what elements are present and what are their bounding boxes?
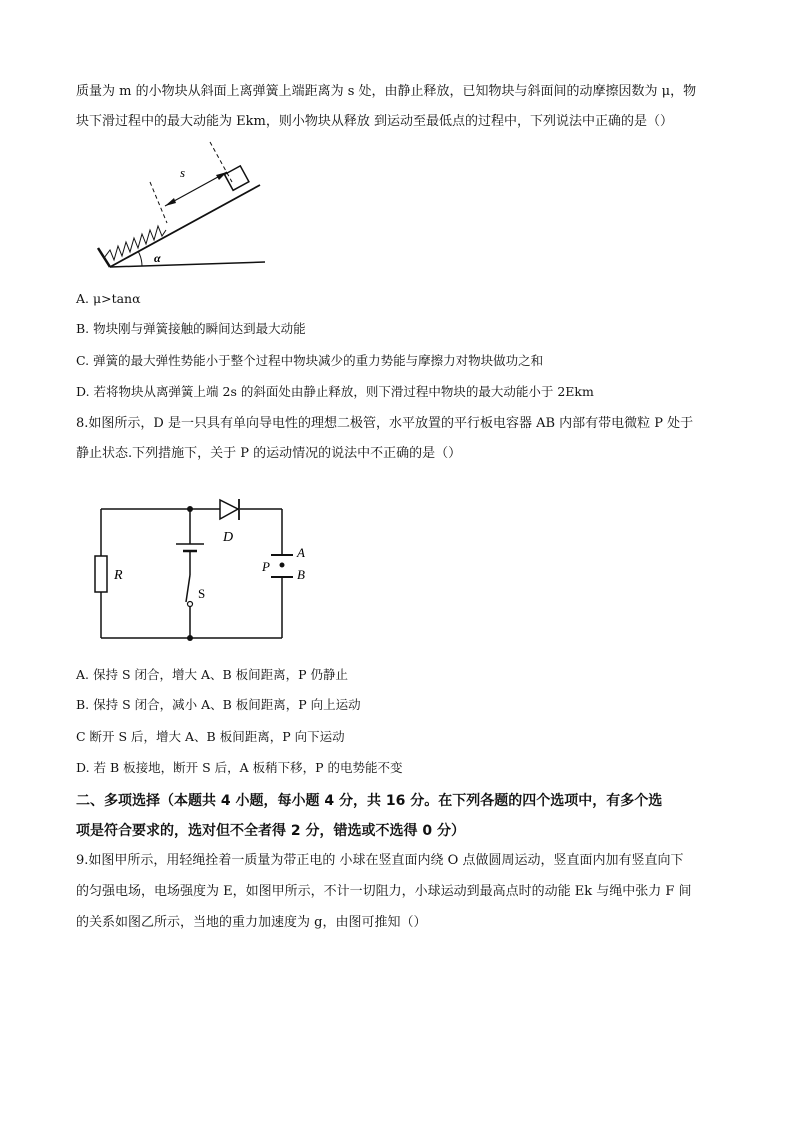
resistor xyxy=(95,556,107,592)
label-d: D xyxy=(223,530,234,545)
diode-triangle xyxy=(220,500,238,519)
q7-option-b: B. 物块刚与弹簧接触的瞬间达到最大动能 xyxy=(76,321,306,336)
label-a: A xyxy=(297,545,305,560)
switch-blade xyxy=(186,575,190,602)
ground-line xyxy=(110,262,265,267)
incline-surface xyxy=(110,185,260,267)
incline-spring-figure xyxy=(90,140,280,275)
q9-line-3: 的关系如图乙所示，当地的重力加速度为 g，由图可推知（） xyxy=(76,915,427,930)
q7-option-a: A. μ>tanα xyxy=(76,291,141,306)
circuit-figure xyxy=(90,495,310,645)
q7-option-c: C. 弹簧的最大弹性势能小于整个过程中物块减少的重力势能与摩擦力对物块做功之和 xyxy=(76,353,544,368)
label-s-switch: S xyxy=(198,586,206,601)
switch-contact xyxy=(188,602,193,607)
block xyxy=(224,166,248,190)
q9-line-1: 9.如图甲所示，用轻绳拴着一质量为带正电的 小球在竖直面内绕 O 点做圆周运动，竖直面内加有竖直向下 xyxy=(76,853,684,868)
charged-particle-p xyxy=(280,563,285,568)
label-s: s xyxy=(180,165,186,180)
section-heading-line-2: 项是符合要求的，选对但不全者得 2 分，错选或不选得 0 分） xyxy=(76,823,465,839)
q8-stem-line-2: 静止状态.下列措施下，关于 P 的运动情况的说法中不正确的是（） xyxy=(76,446,462,461)
section-heading-line-1: 二、多项选择（本题共 4 小题，每小题 4 分，共 16 分。在下列各题的四个选项中，有多个选 xyxy=(76,793,663,809)
angle-arc xyxy=(138,251,142,266)
q7-stem-line-1: 质量为 m 的小物块从斜面上离弹簧上端距离为 s 处，由静止释放，已知物块与斜面间的动摩擦因数为 μ，物 xyxy=(76,84,697,99)
label-b: B xyxy=(297,567,305,582)
q8-option-d: D. 若 B 板接地，断开 S 后，A 板稍下移，P 的电势能不变 xyxy=(76,760,403,775)
dashed-guide-spring xyxy=(150,182,167,223)
label-alpha: α xyxy=(154,251,161,265)
arrowhead-lower xyxy=(165,198,176,206)
q8-option-b: B. 保持 S 闭合，减小 A、B 板间距离，P 向上运动 xyxy=(76,697,361,712)
q8-stem-line-1: 8.如图所示，D 是一只具有单向导电性的理想二极管，水平放置的平行板电容器 AB 内部有带电微粒 P 处于 xyxy=(76,416,694,431)
q8-option-c: C 断开 S 后，增大 A、B 板间距离，P 向下运动 xyxy=(76,729,345,744)
q7-stem-line-2: 块下滑过程中的最大动能为 Ekm，则小物块从释放 到运动至最低点的过程中，下列说法中正确的是（） xyxy=(76,114,673,129)
label-p: P xyxy=(262,559,270,574)
q7-option-d: D. 若将物块从离弹簧上端 2s 的斜面处由静止释放，则下滑过程中物块的最大动能小于 2Ekm xyxy=(76,384,594,399)
q9-line-2: 的匀强电场，电场强度为 E，如图甲所示，不计一切阻力，小球运动到最高点时的动能 Ek 与绳中张力 F 间 xyxy=(76,884,692,899)
label-r: R xyxy=(114,568,123,583)
q8-option-a: A. 保持 S 闭合，增大 A、B 板间距离，P 仍静止 xyxy=(76,667,349,682)
